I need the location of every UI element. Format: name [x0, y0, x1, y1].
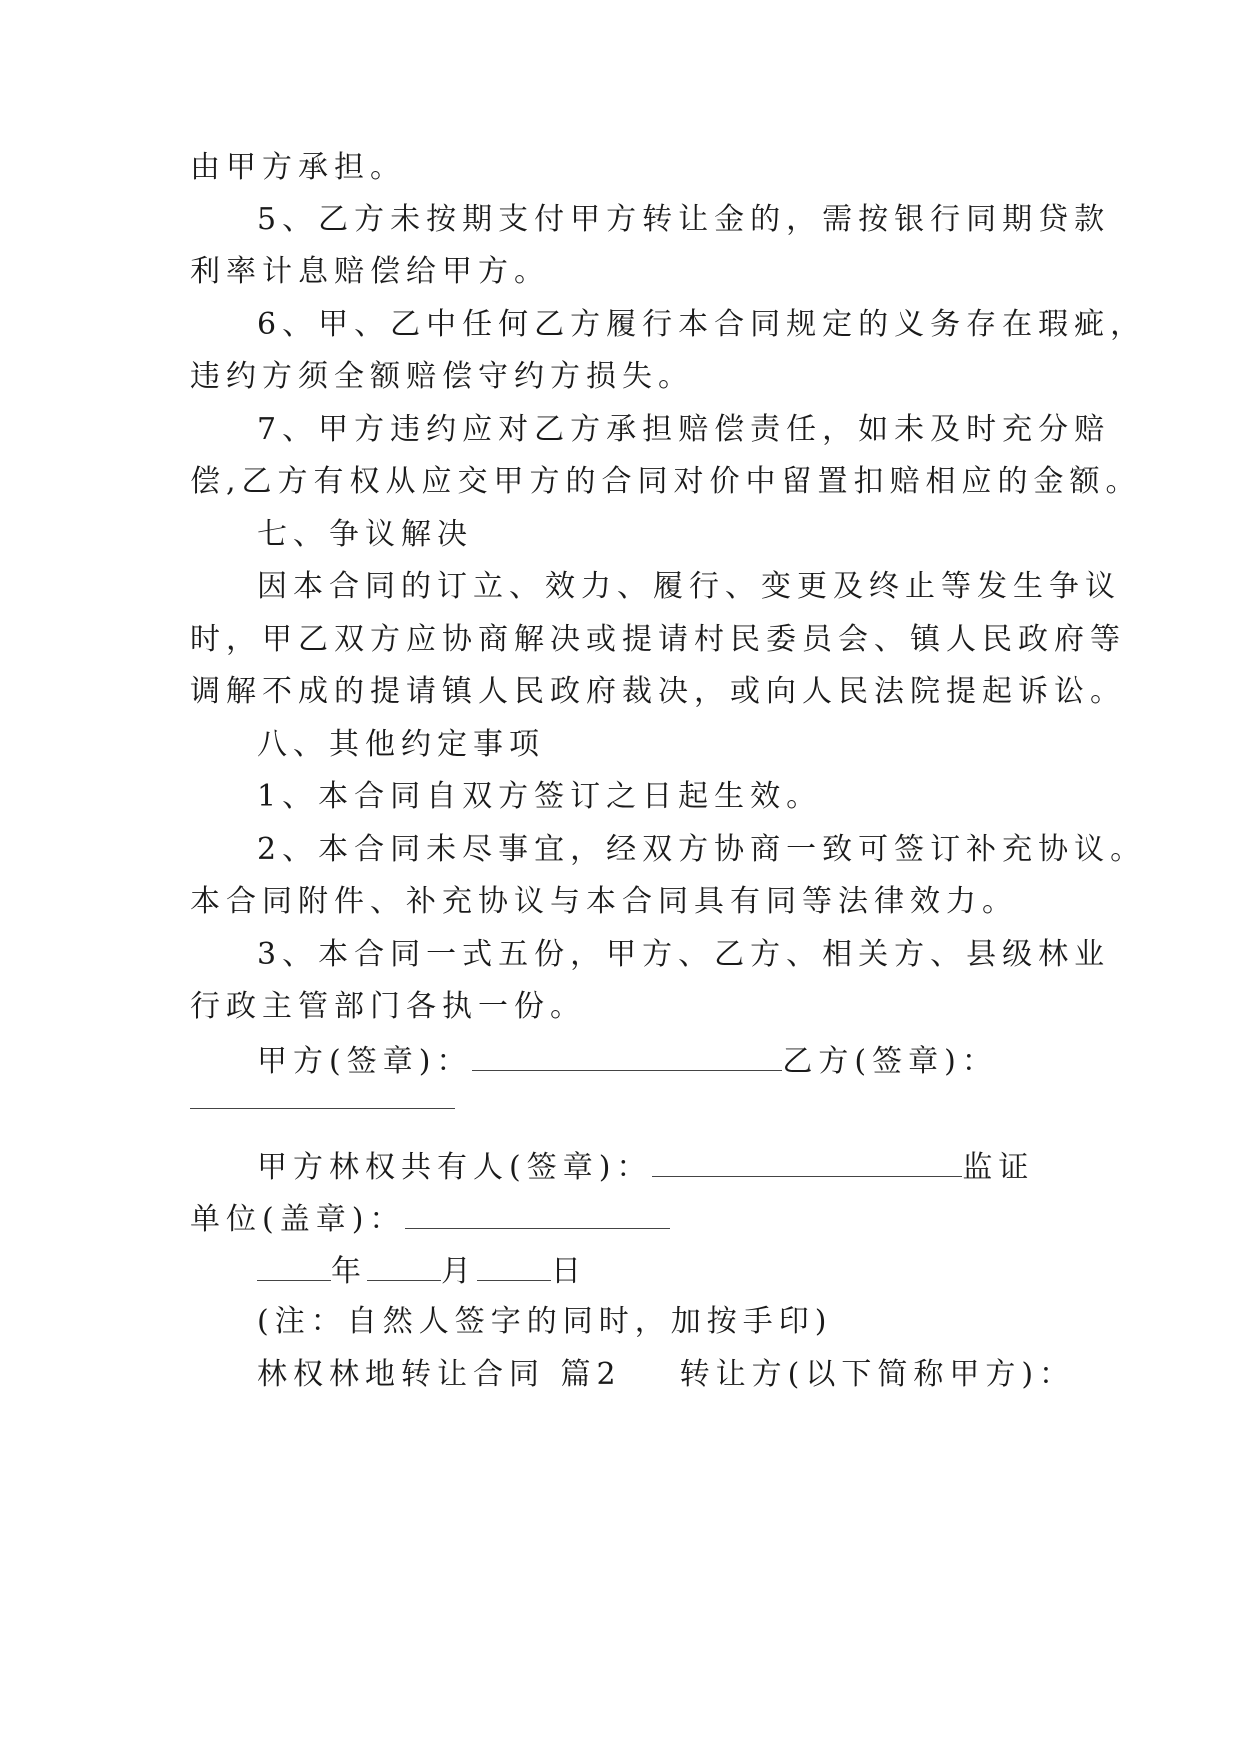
clause-7-continuation: 偿,乙方有权从应交甲方的合同对价中留置扣赔相应的金额。: [190, 464, 1142, 499]
transferor-label: 转让方(以下简称甲方)：: [679, 1357, 1076, 1392]
paragraph-line: 由甲方承担。: [190, 150, 406, 185]
clause-6-continuation: 违约方须全额赔偿守约方损失。: [190, 359, 694, 394]
dispute-paragraph-continuation: 调解不成的提请镇人民政府裁决，或向人民法院提起诉讼。: [190, 674, 1126, 709]
next-contract-title: 林权林地转让合同 篇2: [257, 1357, 622, 1392]
other-clause-3-continuation: 行政主管部门各执一份。: [190, 989, 586, 1024]
clause-7-line: 7、甲方违约应对乙方承担赔偿责任，如未及时充分赔: [257, 412, 1111, 447]
section-heading-other: 八、其他约定事项: [257, 727, 545, 762]
clause-5-line: 5、乙方未按期支付甲方转让金的，需按银行同期贷款: [257, 202, 1111, 237]
other-clause-1: 1、本合同自双方签订之日起生效。: [257, 779, 823, 814]
co-owner-signature-label: 甲方林权共有人(签章)：: [257, 1150, 653, 1185]
day-label: 日: [551, 1254, 587, 1289]
year-label: 年: [331, 1254, 367, 1289]
signature-row-supervisor: [190, 1198, 1070, 1240]
supervisor-label-part1: 监证: [962, 1150, 1035, 1185]
section-heading-dispute: 七、争议解决: [257, 517, 473, 552]
clause-5-continuation: 利率计息赔偿给甲方。: [190, 254, 550, 289]
signature-row-co-owner: [257, 1146, 1137, 1188]
party-a-signature-label: 甲方(签章)：: [257, 1044, 473, 1079]
supervisor-label-part2: 单位(盖章)：: [190, 1202, 406, 1237]
dispute-paragraph-continuation: 时，甲乙双方应协商解决或提请村民委员会、镇人民政府等: [190, 622, 1126, 657]
signature-note: (注：自然人签字的同时，加按手印): [257, 1304, 833, 1339]
party-b-signature-row: [190, 1078, 1070, 1120]
co-owner-signature-blank: [652, 1146, 962, 1177]
party-b-signature-label: 乙方(签章)：: [782, 1044, 998, 1079]
clause-6-line: 6、甲、乙中任何乙方履行本合同规定的义务存在瑕疵，: [257, 307, 1147, 342]
year-blank: [257, 1250, 331, 1281]
other-clause-3: 3、本合同一式五份，甲方、乙方、相关方、县级林业: [257, 937, 1111, 972]
next-contract-heading-row: [257, 1355, 1137, 1395]
other-clause-2: 2、本合同未尽事宜，经双方协商一致可签订补充协议。: [257, 832, 1147, 867]
date-row: [257, 1250, 1137, 1292]
signature-row-parties: [257, 1040, 1137, 1082]
party-b-signature-blank: [190, 1078, 455, 1109]
supervisor-signature-blank: [405, 1198, 670, 1229]
party-a-signature-blank: [472, 1040, 782, 1071]
dispute-paragraph-line: 因本合同的订立、效力、履行、变更及终止等发生争议: [257, 569, 1121, 604]
other-clause-2-continuation: 本合同附件、补充协议与本合同具有同等法律效力。: [190, 884, 1018, 919]
month-label: 月: [441, 1254, 477, 1289]
day-blank: [477, 1250, 551, 1281]
month-blank: [367, 1250, 441, 1281]
